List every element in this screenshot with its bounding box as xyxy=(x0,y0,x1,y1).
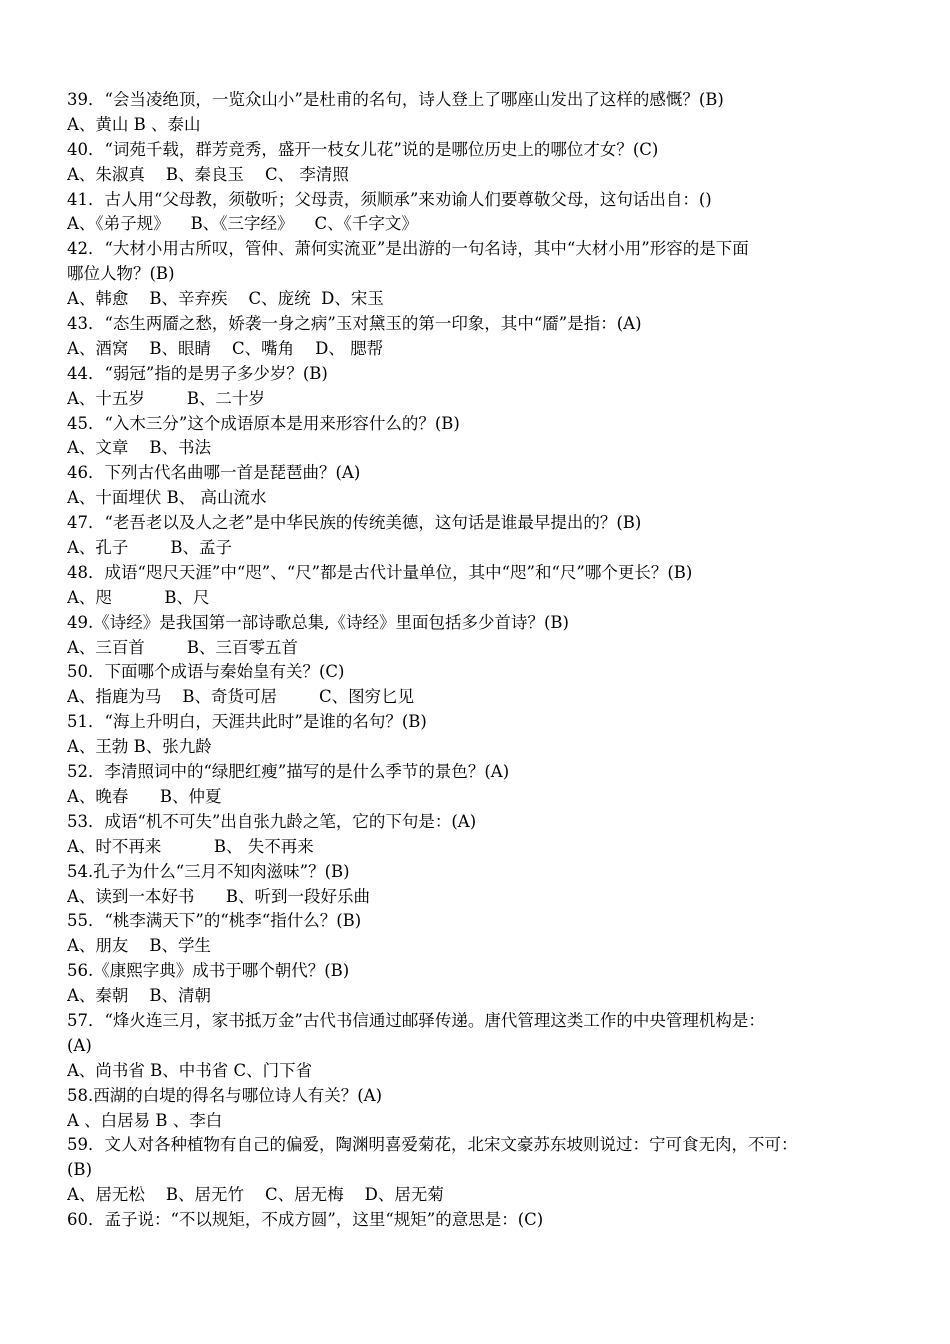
options-48: A、咫 B、尺 xyxy=(67,587,210,607)
options-44: A、十五岁 B、二十岁 xyxy=(67,388,265,408)
options-51: A、王勃 B、张九龄 xyxy=(67,737,212,757)
options-41: A、《弟子规》 B、《三字经》 C、《千字文》 xyxy=(67,214,418,234)
options-52: A、晚春 B、仲夏 xyxy=(67,786,222,806)
question-52: 52．李清照词中的“绿肥红瘦”描写的是什么季节的景色？(A) xyxy=(67,762,510,782)
options-47: A、孔子 B、孟子 xyxy=(67,538,232,558)
question-58: 58.西湖的白堤的得名与哪位诗人有关？(A) xyxy=(67,1085,383,1105)
question-48: 48．成语“咫尺天涯”中“咫”、“尺”都是古代计量单位，其中“咫”和“尺”哪个更长？(B) xyxy=(67,562,693,582)
options-43: A、酒窝 B、眼睛 C、嘴角 D、 腮帮 xyxy=(67,338,384,358)
options-50: A、指鹿为马 B、奇货可居 C、图穷匕见 xyxy=(67,687,415,707)
question-42-continued: 哪位人物？(B) xyxy=(67,264,175,284)
options-46: A、十面埋伏 B、 高山流水 xyxy=(67,488,267,508)
question-40: 40．“词苑千载，群芳竞秀，盛开一枝女儿花”说的是哪位历史上的哪位才女？(C) xyxy=(67,139,659,159)
options-45: A、文章 B、书法 xyxy=(67,438,212,458)
question-41: 41．古人用“父母教，须敬听；父母责，须顺承”来劝谕人们要尊敬父母，这句话出自：() xyxy=(67,189,712,209)
question-51: 51．“海上升明白，天涯共此时”是谁的名句？(B) xyxy=(67,712,427,732)
question-59-continued: (B) xyxy=(67,1160,92,1180)
question-47: 47．“老吾老以及人之老”是中华民族的传统美德，这句话是谁最早提出的？(B) xyxy=(67,513,642,533)
question-43: 43．“态生两靥之愁，娇袭一身之病”玉对黛玉的第一印象，其中“靥”是指：(A) xyxy=(67,314,642,334)
question-39: 39．“会当凌绝顶，一览众山小”是杜甫的名句，诗人登上了哪座山发出了这样的感慨？(B) xyxy=(67,90,724,109)
options-49: A、三百首 B、三百零五首 xyxy=(67,637,298,657)
options-58: A 、白居易 B 、李白 xyxy=(67,1110,223,1130)
question-49: 49.《诗经》是我国第一部诗歌总集,《诗经》里面包括多少首诗？(B) xyxy=(67,612,569,632)
question-50: 50．下面哪个成语与秦始皇有关？(C) xyxy=(67,662,345,682)
question-45: 45．“入木三分”这个成语原本是用来形容什么的？(B) xyxy=(67,413,460,433)
options-54: A、读到一本好书 B、听到一段好乐曲 xyxy=(67,886,371,906)
options-56: A、秦朝 B、清朝 xyxy=(67,986,212,1006)
question-60: 60．孟子说：“不以规矩，不成方圆”，这里“规矩”的意思是：(C) xyxy=(67,1210,544,1230)
options-42: A、韩愈 B、辛弃疾 C、庞统 D、宋玉 xyxy=(67,289,384,309)
question-57-continued: (A) xyxy=(67,1035,92,1055)
question-53: 53．成语“机不可失”出自张九龄之笔，它的下句是：(A) xyxy=(67,811,477,831)
options-53: A、时不再来 B、 失不再来 xyxy=(67,836,314,856)
question-42: 42．“大材小用古所叹，管仲、萧何实流亚”是出游的一句名诗，其中“大材小用”形容的是下面 xyxy=(67,239,749,259)
options-40: A、朱淑真 B、秦良玉 C、 李清照 xyxy=(67,164,349,184)
options-57: A、尚书省 B、中书省 C、门下省 xyxy=(67,1060,313,1080)
question-59: 59．文人对各种植物有自己的偏爱，陶渊明喜爱菊花，北宋文豪苏东坡则说过：宁可食无肉，不可： xyxy=(67,1135,798,1155)
options-39: A、黄山 B 、泰山 xyxy=(67,114,201,134)
question-44: 44．“弱冠”指的是男子多少岁？(B) xyxy=(67,363,328,383)
options-55: A、朋友 B、学生 xyxy=(67,936,212,956)
options-59: A、居无松 B、居无竹 C、居无梅 D、居无菊 xyxy=(67,1185,444,1205)
quiz-document xyxy=(67,88,887,1233)
question-55: 55．“桃李满天下”的“桃李“指什么？(B) xyxy=(67,911,362,931)
question-56: 56.《康熙字典》成书于哪个朝代？(B) xyxy=(67,961,350,981)
question-54: 54.孔子为什么“三月不知肉滋味”？(B) xyxy=(67,861,350,881)
question-46: 46．下列古代名曲哪一首是琵琶曲？(A) xyxy=(67,463,361,483)
question-57: 57．“烽火连三月，家书抵万金”古代书信通过邮驿传递。唐代管理这类工作的中央管理机构是： xyxy=(67,1010,765,1030)
